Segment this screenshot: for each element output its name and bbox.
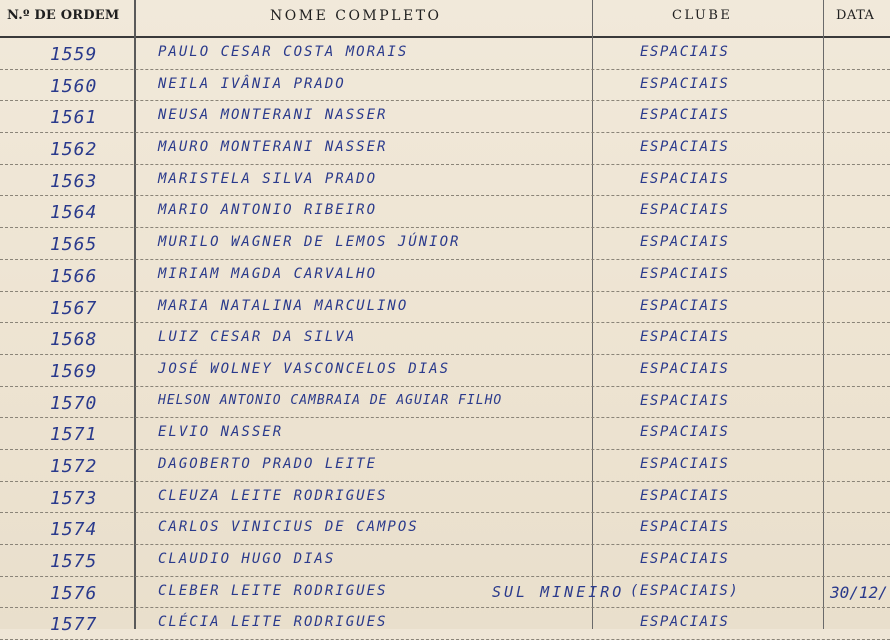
table-row xyxy=(0,450,890,482)
table-row xyxy=(0,387,890,419)
row-club: ESPACIAIS xyxy=(640,424,730,441)
row-number: 1563 xyxy=(50,170,98,192)
row-club: ESPACIAIS xyxy=(640,170,730,187)
table-row xyxy=(0,196,890,228)
row-club: ESPACIAIS xyxy=(640,234,730,251)
row-number: 1566 xyxy=(50,265,98,287)
row-number: 1577 xyxy=(50,614,98,636)
row-number: 1559 xyxy=(50,44,98,65)
row-number: 1560 xyxy=(50,75,98,97)
table-row xyxy=(0,577,890,609)
row-name: NEILA IVÂNIA PRADO xyxy=(158,75,346,92)
table-row xyxy=(0,482,890,514)
row-name: JOSÉ WOLNEY VASCONCELOS DIAS xyxy=(158,360,451,377)
table-row xyxy=(0,133,890,165)
header-ordem: N.º DE ORDEM xyxy=(7,8,120,23)
table-row xyxy=(0,70,890,102)
row-name: MURILO WAGNER DE LEMOS JÚNIOR xyxy=(158,234,461,251)
row-number: 1561 xyxy=(50,107,98,129)
table-row xyxy=(0,608,890,640)
row-number: 1573 xyxy=(50,487,98,509)
row-name: HELSON ANTONIO CAMBRAIA DE AGUIAR FILHO xyxy=(158,392,503,408)
ledger-rows xyxy=(0,38,890,640)
table-row xyxy=(0,165,890,197)
row-name: CLEBER LEITE RODRIGUES xyxy=(158,582,388,599)
row-date: 30/12/ xyxy=(830,582,888,602)
row-number: 1571 xyxy=(50,424,98,446)
row-name: MIRIAM MAGDA CARVALHO xyxy=(158,265,378,282)
header-clube: CLUBE xyxy=(672,8,733,23)
row-club: ESPACIAIS xyxy=(640,455,730,472)
row-name: DAGOBERTO PRADO LEITE xyxy=(158,455,378,472)
row-number: 1574 xyxy=(50,519,98,541)
row-club: ESPACIAIS xyxy=(640,75,730,92)
row-club: ESPACIAIS xyxy=(640,202,730,219)
row-name: MARIO ANTONIO RIBEIRO xyxy=(158,202,378,219)
table-row xyxy=(0,101,890,133)
row-number: 1565 xyxy=(50,234,98,256)
row-club: ESPACIAIS xyxy=(640,519,730,536)
table-row xyxy=(0,292,890,324)
table-row xyxy=(0,260,890,292)
row-club: ESPACIAIS xyxy=(640,297,730,314)
row-number: 1572 xyxy=(50,455,98,477)
row-name: PAULO CESAR COSTA MORAIS xyxy=(158,44,409,60)
row-club: (ESPACIAIS) xyxy=(630,582,740,599)
table-row xyxy=(0,545,890,577)
header-nome: NOME COMPLETO xyxy=(270,8,442,24)
row-name: CLAUDIO HUGO DIAS xyxy=(158,551,336,567)
row-number: 1570 xyxy=(50,392,98,414)
row-number: 1562 xyxy=(50,139,98,161)
table-row xyxy=(0,323,890,355)
row-number: 1569 xyxy=(50,360,98,382)
row-name: MARISTELA SILVA PRADO xyxy=(158,170,378,187)
row-club: ESPACIAIS xyxy=(640,107,730,124)
row-number: 1567 xyxy=(50,297,98,319)
row-name: ELVIO NASSER xyxy=(158,424,284,441)
row-club: ESPACIAIS xyxy=(640,265,730,282)
row-club: ESPACIAIS xyxy=(640,139,730,156)
table-row xyxy=(0,38,890,70)
row-name: NEUSA MONTERANI NASSER xyxy=(158,107,388,124)
row-number: 1576 xyxy=(50,582,98,604)
row-name: MAURO MONTERANI NASSER xyxy=(158,139,388,156)
row-name: LUIZ CESAR DA SILVA xyxy=(158,329,357,346)
row-club: ESPACIAIS xyxy=(640,614,730,631)
row-club: ESPACIAIS xyxy=(640,487,730,504)
row-name: CARLOS VINICIUS DE CAMPOS xyxy=(158,519,419,536)
row-club-note: SUL MINEIRO xyxy=(492,582,625,601)
row-number: 1575 xyxy=(50,551,98,572)
row-club: ESPACIAIS xyxy=(640,551,730,567)
table-row xyxy=(0,228,890,260)
table-row xyxy=(0,418,890,450)
row-name: CLEUZA LEITE RODRIGUES xyxy=(158,487,388,504)
row-number: 1564 xyxy=(50,202,98,224)
table-row xyxy=(0,355,890,387)
row-club: ESPACIAIS xyxy=(640,329,730,346)
row-number: 1568 xyxy=(50,329,98,351)
row-club: ESPACIAIS xyxy=(640,44,730,60)
row-club: ESPACIAIS xyxy=(640,392,730,409)
row-name: MARIA NATALINA MARCULINO xyxy=(158,297,409,314)
row-club: ESPACIAIS xyxy=(640,360,730,377)
header-data: DATA xyxy=(836,8,875,23)
table-row xyxy=(0,513,890,545)
row-name: CLÉCIA LEITE RODRIGUES xyxy=(158,614,388,631)
